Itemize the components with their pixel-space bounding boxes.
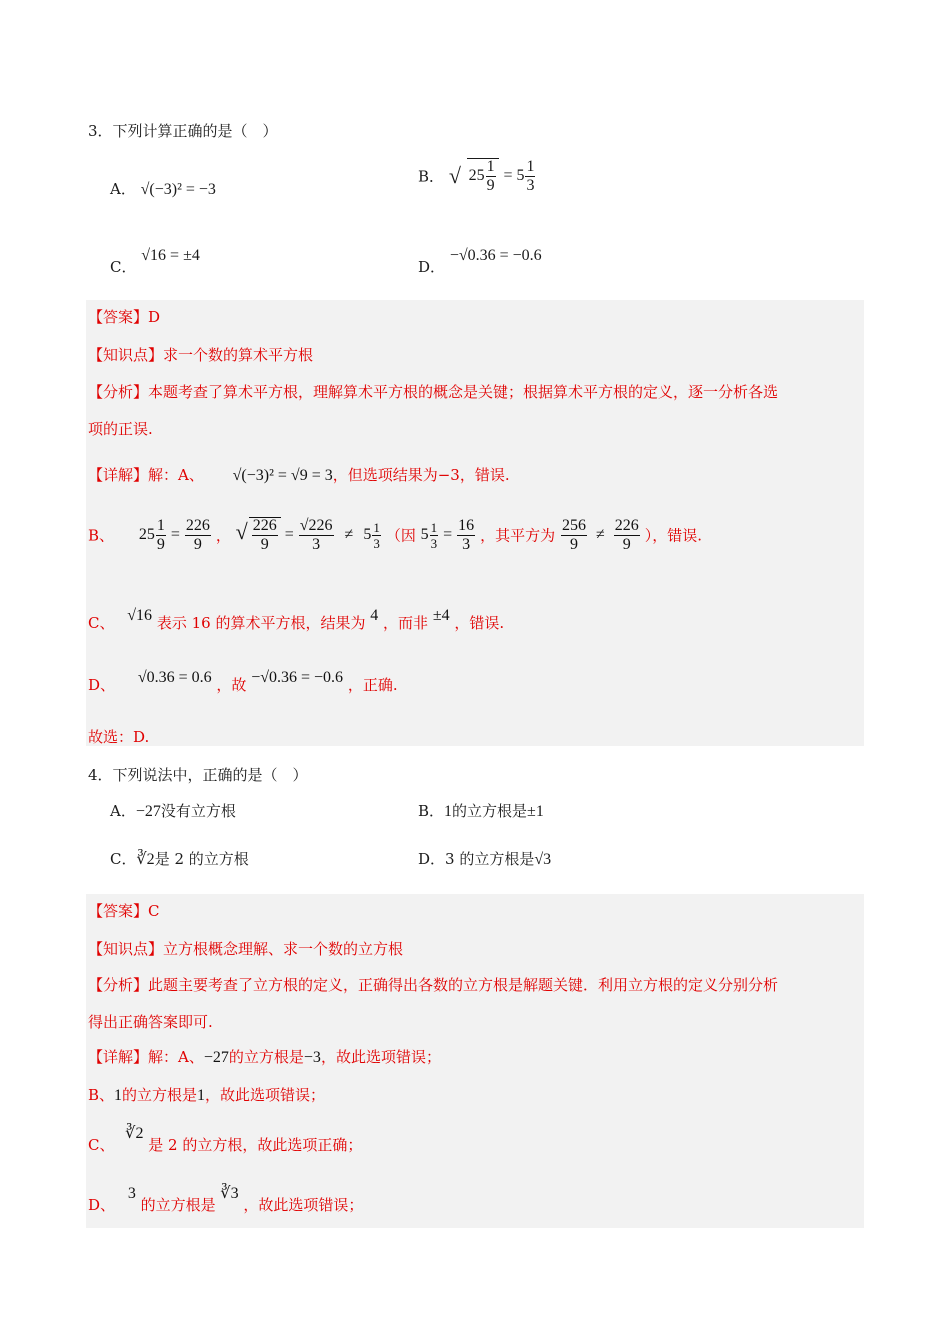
detail-value: 1 <box>114 1087 123 1104</box>
detail-prefix: 解：A、 <box>148 466 204 484</box>
detail-formula: √ $\frac{226}{9}$ = $\frac{√226}{3}$ ≠ 5 $\frac{1}{3}$ <box>235 517 380 553</box>
detail-value: 4 <box>370 607 379 624</box>
option-text: 是 2 的立方根 <box>154 850 249 868</box>
detail-prefix: 解：A、 <box>148 1048 204 1066</box>
analysis-line-1 <box>88 974 778 995</box>
knowledge-point-text: 立方根概念理解、求一个数的立方根 <box>163 940 404 958</box>
detail-conclusion: 是 2 的立方根，故此选项正确； <box>148 1136 363 1154</box>
detail-conclusion: ），错误. <box>644 526 702 545</box>
option-formula: 1 <box>444 803 453 820</box>
answer-value: D <box>148 308 161 326</box>
detail-value: −3 <box>303 1049 321 1066</box>
detail-prefix: D、 <box>88 676 116 694</box>
detail-prefix: B、 <box>88 1086 115 1104</box>
option-label: D． <box>418 258 446 276</box>
detail-line-a <box>88 464 510 485</box>
analysis-line-1 <box>88 381 778 402</box>
separator: ， <box>215 526 231 545</box>
q4-option-d <box>418 848 551 869</box>
answer-line <box>88 306 160 327</box>
option-label: B． <box>418 802 445 820</box>
knowledge-point-line <box>88 938 403 959</box>
final-choice: 故选：D. <box>88 728 150 746</box>
answer-header: 【答案】 <box>88 902 149 920</box>
detail-line-b <box>88 1084 325 1105</box>
answer-value: C <box>148 902 160 920</box>
detail-conclusion: ，正确. <box>347 676 398 694</box>
q3-option-c <box>110 244 200 276</box>
detail-prefix: C、 <box>88 614 115 632</box>
option-formula: −√0.36 = −0.6 <box>449 247 542 264</box>
detail-value: 1 <box>197 1087 206 1104</box>
detail-conclusion: ，故此选项错误； <box>320 1048 441 1066</box>
q3-option-b <box>418 158 536 194</box>
detail-value: 3 <box>127 1185 136 1202</box>
question-3-stem: 3．下列计算正确的是（ ） <box>88 122 278 140</box>
analysis-line-2: 项的正误. <box>88 420 153 438</box>
analysis-line-2: 得出正确答案即可. <box>88 1013 213 1031</box>
detail-formula: ∛2 <box>125 1125 144 1142</box>
option-text: 3 的立方根是 <box>445 850 535 868</box>
option-label: D． <box>418 850 446 868</box>
knowledge-point-header: 【知识点】 <box>88 346 164 364</box>
detail-text: 表示 16 的算术平方根，结果为 <box>156 614 366 632</box>
detail-header: 【详解】 <box>88 466 149 484</box>
detail-line-a <box>88 1046 441 1067</box>
option-label: C． <box>110 258 137 276</box>
detail-formula: 25 $\frac{1}{9}$ = $\frac{226}{9}$ <box>138 516 210 553</box>
detail-formula: √16 <box>127 607 153 624</box>
detail-prefix: B、 <box>88 526 115 545</box>
q4-option-b <box>418 800 544 821</box>
detail-formula: √(−3)² = √9 = 3 <box>232 467 333 484</box>
option-formula: −27 <box>135 803 161 820</box>
option-label: A． <box>110 802 136 820</box>
detail-line-c <box>88 1122 363 1154</box>
detail-text: 的立方根是 <box>122 1086 198 1104</box>
detail-line-b <box>88 517 702 553</box>
analysis-header: 【分析】 <box>88 976 149 994</box>
analysis-text: 此题主要考查了立方根的定义，正确得出各数的立方根是解题关键．利用立方根的定义分别分析 <box>148 976 779 994</box>
detail-prefix: C、 <box>88 1136 115 1154</box>
detail-text: ，而非 <box>383 614 429 632</box>
detail-formula: −√0.36 = −0.6 <box>251 669 344 686</box>
detail-conclusion: ，错误. <box>454 614 505 632</box>
detail-text: ，故 <box>216 676 247 694</box>
detail-formula: ∛3 <box>220 1185 239 1202</box>
detail-value: −27 <box>203 1049 229 1066</box>
q4-option-c <box>110 848 249 869</box>
detail-line-d <box>88 1182 364 1214</box>
option-formula-rhs: = 5 <box>503 167 525 184</box>
detail-conclusion: ，故此选项错误； <box>205 1086 326 1104</box>
option-fraction: $\frac{1}{3}$ <box>526 157 535 194</box>
option-formula: 25 $\frac{1}{9}$ <box>467 158 499 194</box>
detail-header: 【详解】 <box>88 1048 149 1066</box>
option-label: B． <box>418 167 445 186</box>
sqrt-symbol-icon: √ <box>235 519 248 545</box>
detail-text: ，其平方为 <box>480 526 556 545</box>
q3-option-a <box>110 178 216 199</box>
option-formula: ±1 <box>527 803 544 820</box>
detail-line-c <box>88 604 505 632</box>
detail-text: （因 <box>385 526 416 545</box>
option-formula: √(−3)² = −3 <box>140 181 216 198</box>
knowledge-point-text: 求一个数的算术平方根 <box>163 346 314 364</box>
detail-prefix: D、 <box>88 1196 116 1214</box>
detail-line-d <box>88 666 398 694</box>
option-text: 没有立方根 <box>160 802 236 820</box>
detail-text: 的立方根是 <box>228 1048 304 1066</box>
analysis-text: 本题考查了算术平方根，理解算术平方根的概念是关键；根据算术平方根的定义，逐一分析各选 <box>148 383 779 401</box>
option-formula: ∛2 <box>136 851 155 868</box>
detail-conclusion: ，但选项结果为−3，错误. <box>332 466 510 484</box>
sqrt-symbol-icon: √ <box>448 163 461 188</box>
knowledge-point-line <box>88 344 313 365</box>
analysis-header: 【分析】 <box>88 383 149 401</box>
question-4-stem: 4．下列说法中，正确的是（ ） <box>88 766 308 784</box>
answer-line <box>88 900 160 921</box>
detail-value: ±4 <box>432 607 450 624</box>
q4-option-a <box>110 800 236 821</box>
option-text: 的立方根是 <box>452 802 528 820</box>
detail-formula: √0.36 = 0.6 <box>137 669 212 686</box>
option-label: A． <box>110 180 136 198</box>
answer-header: 【答案】 <box>88 308 149 326</box>
option-formula: √16 = ±4 <box>141 247 200 264</box>
detail-text: 的立方根是 <box>140 1196 216 1214</box>
detail-conclusion: ，故此选项错误； <box>243 1196 364 1214</box>
detail-formula: 5 $\frac{1}{3}$ = $\frac{16}{3}$ <box>420 516 475 553</box>
detail-formula: $\frac{256}{9}$ ≠ $\frac{226}{9}$ <box>561 516 639 553</box>
knowledge-point-header: 【知识点】 <box>88 940 164 958</box>
option-label: C． <box>110 850 137 868</box>
option-formula: √3 <box>534 851 552 868</box>
q3-option-d <box>418 244 542 276</box>
